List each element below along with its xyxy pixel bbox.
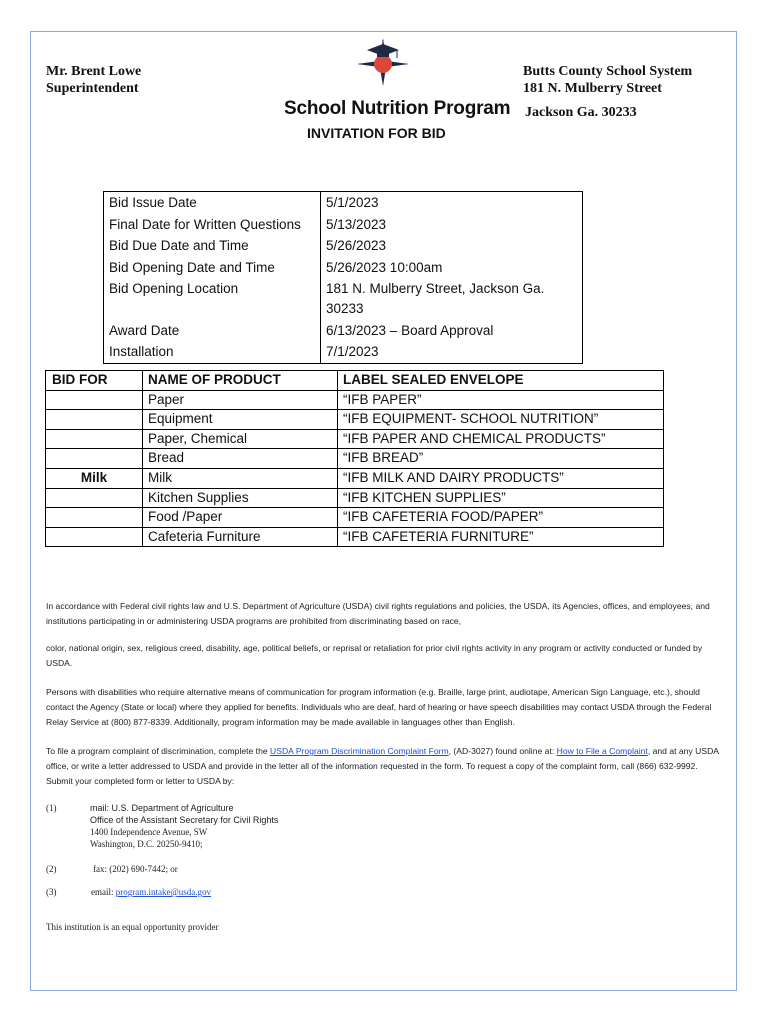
product-cell: Milk	[143, 468, 338, 488]
table-row	[46, 468, 664, 488]
list-number: (3)	[46, 887, 57, 897]
bid-for-cell	[46, 527, 143, 547]
envelope-label-cell: “IFB CAFETERIA FOOD/PAPER”	[338, 508, 664, 528]
product-cell: Bread	[143, 449, 338, 469]
page-subtitle: INVITATION FOR BID	[307, 125, 446, 141]
bid-for-cell	[46, 390, 143, 410]
envelope-label-cell: “IFB PAPER AND CHEMICAL PRODUCTS”	[338, 429, 664, 449]
district-name: Butts County School System	[523, 64, 693, 79]
date-value: 5/26/2023 10:00am	[321, 257, 583, 279]
envelope-label-cell: “IFB PAPER”	[338, 390, 664, 410]
complaint-form-link[interactable]: USDA Program Discrimination Complaint Form	[270, 746, 449, 756]
complaint-text-b: , (AD-3027) found online at:	[448, 746, 557, 756]
product-cell: Kitchen Supplies	[143, 488, 338, 508]
nondiscrimination-paragraph-2: color, national origin, sex, religious creed, disability, age, political beliefs, or reprisal or retaliation for prior civil rights activity in any program or activity conducted or funded by USDA.	[46, 643, 703, 668]
mail-line-1: mail: U.S. Department of Agriculture	[90, 803, 234, 813]
column-header-product: NAME OF PRODUCT	[143, 371, 338, 391]
mail-line-2: Office of the Assistant Secretary for Civil Rights	[90, 815, 279, 825]
envelope-label-cell: “IFB CAFETERIA FURNITURE”	[338, 527, 664, 547]
mail-line-3: 1400 Independence Avenue, SW	[90, 827, 208, 837]
envelope-label-cell: “IFB BREAD”	[338, 449, 664, 469]
table-row	[104, 320, 583, 342]
date-label: Bid Opening Date and Time	[104, 257, 321, 279]
envelope-label-cell: “IFB MILK AND DAIRY PRODUCTS”	[338, 468, 664, 488]
disability-paragraph: Persons with disabilities who require alternative means of communication for program information (e.g. Braille, large print, audiotape, American Sign Language, etc.), should contact the Agency (State or local) where they applied for benefits. Individuals who are deaf, hard of hearing or have speech disabilities may contact USDA through the Federal Relay Service at (800) 877-8339. Additionally, program information may be made available in languages other than English.	[46, 687, 712, 727]
bid-for-cell	[46, 449, 143, 469]
mail-line-4: Washington, D.C. 20250-9410;	[90, 839, 203, 849]
product-cell: Cafeteria Furniture	[143, 527, 338, 547]
complaint-paragraph	[46, 744, 726, 789]
table-row	[46, 429, 664, 449]
bid-for-cell	[46, 410, 143, 430]
table-row	[46, 449, 664, 469]
column-header-bid-for: BID FOR	[46, 371, 143, 391]
date-value: 181 N. Mulberry Street, Jackson Ga. 30233	[321, 278, 583, 319]
superintendent-name: Mr. Brent Lowe	[46, 64, 142, 79]
envelope-label-cell: “IFB EQUIPMENT- SCHOOL NUTRITION”	[338, 410, 664, 430]
complaint-text-a: To file a program complaint of discrimination, complete the	[46, 746, 271, 756]
complaint-text-c: , and at any USDA office, or write a letter addressed to USDA and provide in the letter all of the information requested in the form. To request a copy of the complaint form, call (866) 632-9992. Submit your completed form or letter to USDA by:	[46, 746, 719, 786]
email-link[interactable]: program.intake@usda.gov	[115, 887, 212, 897]
table-row	[104, 235, 583, 257]
district-address-block	[523, 63, 692, 121]
table-row	[104, 192, 583, 214]
column-header-label: LABEL SEALED ENVELOPE	[338, 371, 664, 391]
table-row	[46, 488, 664, 508]
email-label: email:	[91, 887, 116, 897]
bid-for-cell	[46, 508, 143, 528]
product-cell: Food /Paper	[143, 508, 338, 528]
date-value: 5/26/2023	[321, 235, 583, 257]
bid-products-table	[45, 370, 664, 547]
date-label: Final Date for Written Questions	[104, 214, 321, 236]
page-title: School Nutrition Program	[284, 98, 511, 119]
table-row	[46, 410, 664, 430]
school-logo-icon	[357, 38, 409, 86]
date-label: Bid Due Date and Time	[104, 235, 321, 257]
bid-for-cell	[46, 488, 143, 508]
date-value: 6/13/2023 – Board Approval	[321, 320, 583, 342]
bid-dates-table	[103, 191, 583, 364]
table-row	[104, 257, 583, 279]
bid-for-cell: Milk	[46, 468, 143, 488]
district-city: Jackson Ga. 30233	[525, 105, 637, 120]
date-value: 5/1/2023	[321, 192, 583, 214]
table-row	[46, 527, 664, 547]
date-label: Award Date	[104, 320, 321, 342]
envelope-label-cell: “IFB KITCHEN SUPPLIES”	[338, 488, 664, 508]
bid-for-cell	[46, 429, 143, 449]
nondiscrimination-paragraph-1: In accordance with Federal civil rights law and U.S. Department of Agriculture (USDA) civil rights regulations and policies, the USDA, its Agencies, offices, and employees, and institutions participating in or administering USDA programs are prohibited from discriminating based on race,	[46, 601, 710, 626]
table-row	[46, 390, 664, 410]
district-street: 181 N. Mulberry Street	[523, 81, 662, 96]
fax-text: fax: (202) 690-7442; or	[93, 864, 178, 874]
superintendent-block	[46, 63, 141, 97]
date-label: Installation	[104, 341, 321, 363]
table-row	[104, 214, 583, 236]
table-row	[104, 341, 583, 363]
product-cell: Paper, Chemical	[143, 429, 338, 449]
date-label: Bid Issue Date	[104, 192, 321, 214]
superintendent-title: Superintendent	[46, 81, 139, 96]
table-header-row	[46, 371, 664, 391]
date-label: Bid Opening Location	[104, 278, 321, 319]
product-cell: Equipment	[143, 410, 338, 430]
table-row	[104, 278, 583, 319]
table-row	[46, 508, 664, 528]
list-number: (2)	[46, 864, 57, 874]
list-number: (1)	[46, 803, 57, 813]
equal-opportunity-statement: This institution is an equal opportunity provider	[46, 922, 219, 932]
how-to-file-link[interactable]: How to File a Complaint	[556, 746, 648, 756]
date-value: 7/1/2023	[321, 341, 583, 363]
product-cell: Paper	[143, 390, 338, 410]
date-value: 5/13/2023	[321, 214, 583, 236]
